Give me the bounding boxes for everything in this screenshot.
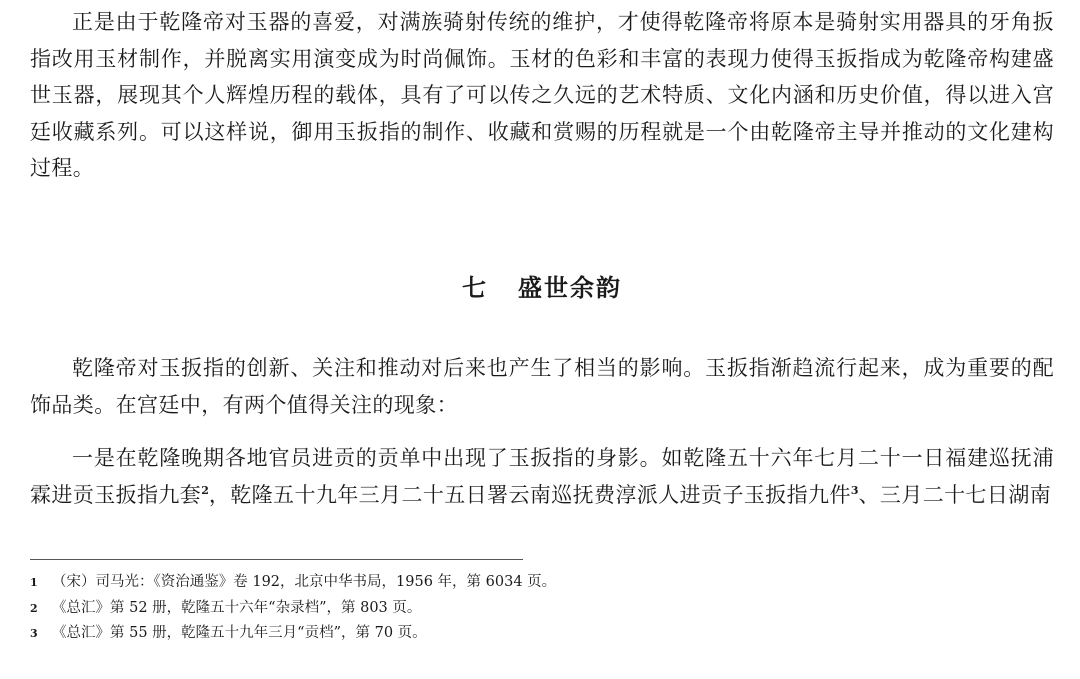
footnote-text: （宋）司马光：《资治通鉴》卷 192，北京中华书局，1956 年，第 6034 页。: [52, 574, 557, 590]
body-paragraph: 正是由于乾隆帝对玉器的喜爱，对满族骑射传统的维护，才使得乾隆帝将原本是骑射实用器具的牙角扳指改用玉材制作，并脱离实用演变成为时尚佩饰。玉材的色彩和丰富的表现力使得玉扳指成为乾隆帝构建盛世玉器，展现其个人辉煌历程的载体，具有了可以传之久远的艺术特质、文化内涵和历史价值，得以进入宫廷收藏系列。可以这样说，御用玉扳指的制作、收藏和赏赐的历程就是一个由乾隆帝主导并推动的文化建构过程。: [30, 10, 1054, 180]
paragraph-text: 一是在乾隆晚期各地官员进贡的贡单中出现了玉扳指的身影。如乾隆五十六年七月二十一日福建巡抚浦霖进贡玉扳指九套: [30, 446, 1054, 507]
footnote-text: 《总汇》第 55 册，乾隆五十九年三月“贡档”，第 70 页。: [52, 625, 427, 641]
footnote-list: [30, 570, 1054, 647]
document-page: [30, 0, 1054, 679]
footnote-text: 《总汇》第 52 册，乾隆五十六年“杂录档”，第 803 页。: [52, 599, 422, 616]
footnote-item: [30, 596, 1054, 622]
section-heading: [30, 268, 1054, 303]
footnote-divider: [30, 559, 523, 560]
paragraph-text: ，乾隆五十九年三月二十五日署云南巡抚费淳派人进贡子玉扳指九件: [208, 482, 851, 507]
body-paragraph: 乾隆帝对玉扳指的创新、关注和推动对后来也产生了相当的影响。玉扳指渐趋流行起来，成为重要的配饰品类。在宫廷中，有两个值得关注的现象：: [30, 356, 1054, 417]
footnote-reference[interactable]: 3: [850, 483, 859, 497]
section-number: 七: [462, 273, 488, 302]
footnote-number: 2: [30, 601, 38, 615]
paragraph-text: 、三月二十七日湖南: [858, 482, 1052, 507]
footnote-number: 3: [30, 627, 38, 640]
footnote-item: [30, 570, 1054, 596]
body-paragraph: [30, 440, 1054, 513]
footnote-reference[interactable]: 2: [201, 483, 209, 497]
footnote-number: 1: [30, 576, 38, 589]
section-title: 盛世余韵: [518, 273, 622, 302]
footnote-item: [30, 621, 1054, 647]
